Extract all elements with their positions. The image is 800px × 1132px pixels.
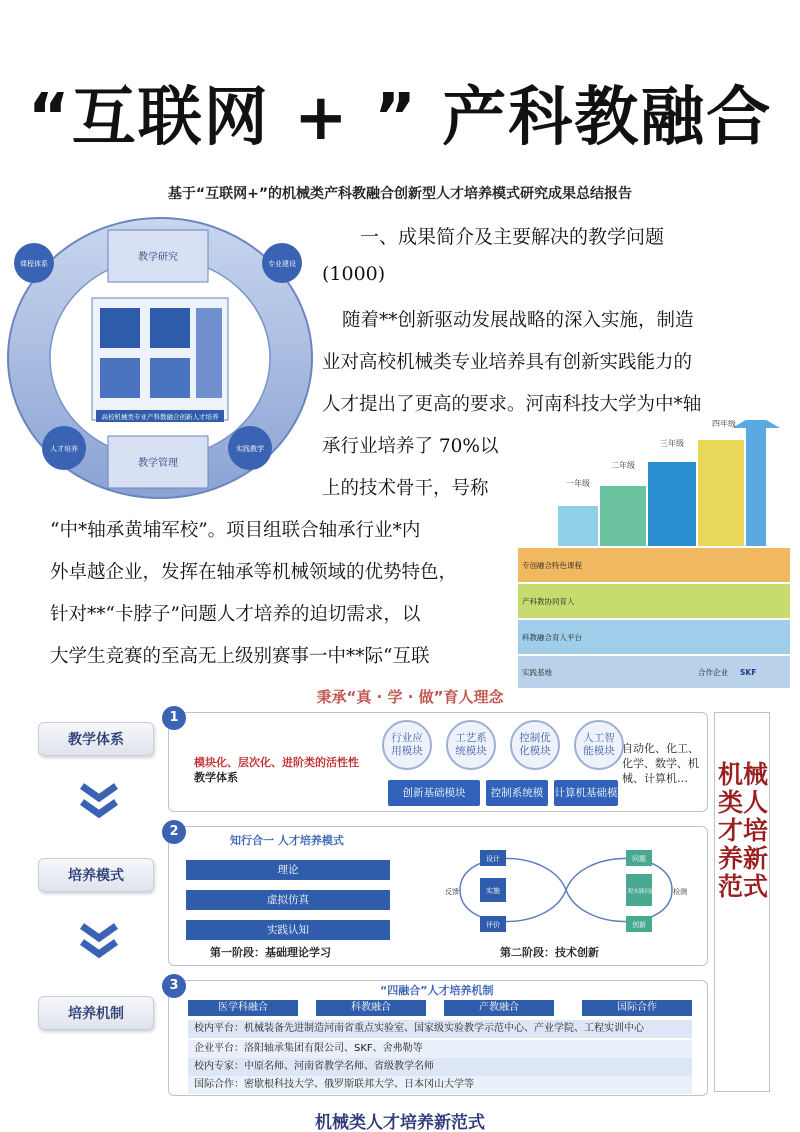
top-label: 教学研究 <box>138 252 178 263</box>
report-subtitle: 基于“互联网+”的机械类产科教融合创新型人才培养模式研究成果总结报告 <box>167 186 633 202</box>
left-node-label: 人才培养 <box>50 445 78 453</box>
year-label: 一年级 <box>566 479 590 488</box>
module-bubble: 行业应用模块 <box>382 720 432 770</box>
stage-bar: 理论 <box>186 860 390 880</box>
loop-node: 实施 <box>486 887 500 895</box>
stage-two-label: 第二阶段：技术创新 <box>500 946 599 959</box>
step-number: 2 <box>162 820 186 844</box>
step-number: 1 <box>162 706 186 730</box>
mechanism-row: 校内平台：机械装备先进制造河南省重点实验室、国家级实验教学示范中心、产业学院、工程实训中心 <box>188 1020 692 1038</box>
module-button: 控制系统模块 <box>486 780 548 806</box>
mechanism-header: 国际合作 <box>582 1000 692 1016</box>
center-banner: 高校机械类专业产科教融合创新人才培养 <box>101 413 219 421</box>
section-heading: 一、成果简介及主要解决的教学问题 <box>360 226 665 248</box>
side-title-box <box>714 712 770 1092</box>
page-title: “互联网 + ” 产科教融合 <box>27 81 773 155</box>
tab-training-mode: 培养模式 <box>38 858 154 892</box>
chevron-down-icon <box>78 922 120 962</box>
row-label: 产科教协同育人 <box>522 597 575 606</box>
year-label: 三年级 <box>660 439 684 448</box>
partner-logo: SKF <box>740 668 757 677</box>
module-bubble: 人工智能模块 <box>574 720 624 770</box>
upper-right-node-label: 专业建设 <box>268 260 296 268</box>
loop-node: 工程实践问题 <box>622 889 656 895</box>
paragraph-line: 针对**“卡脖子”问题人才培养的迫切需求，以 <box>50 604 421 625</box>
staircase-diagram <box>518 420 800 690</box>
paragraph-line: 业对高校机械类专业培养具有创新实践能力的 <box>322 352 693 373</box>
loop-node: 评价 <box>486 921 500 929</box>
bottom-label: 教学管理 <box>138 458 178 469</box>
paragraph-line: 承行业培养了 70%以 <box>322 436 499 457</box>
loop-node: 检测 <box>673 888 687 896</box>
tab-teaching-system: 教学体系 <box>38 722 154 756</box>
row-label: 科教融合育人平台 <box>522 633 582 642</box>
center-block <box>196 308 222 398</box>
tab-training-mechanism: 培养机制 <box>38 996 154 1030</box>
step-number: 3 <box>162 974 186 998</box>
paragraph-line: 大学生竞赛的至高无上级别赛事一中**际“互联 <box>50 646 430 667</box>
step-1 <box>558 506 598 546</box>
partner-label: 合作企业 <box>698 668 728 677</box>
stage-one-label: 第一阶段：基础理论学习 <box>210 946 331 959</box>
side-title: 机械类人才培养新范式 <box>717 760 768 901</box>
panel-title: “四融合”人才培养机制 <box>380 984 494 997</box>
loop-node: 问题 <box>632 855 646 863</box>
module-bubble: 工艺系统模块 <box>446 720 496 770</box>
banner: 秉承“真 · 学 · 做”育人理念 <box>316 688 504 706</box>
innovation-loop <box>440 838 692 942</box>
upper-left-node-label: 课程体系 <box>20 260 48 268</box>
paragraph-line: 外卓越企业，发挥在轴承等机械领域的优势特色， <box>50 562 458 583</box>
circular-diagram <box>0 208 318 506</box>
disciplines-text: 自动化、化工、化学、数学、机械、计算机… <box>622 742 699 785</box>
paragraph-line: 随着**创新驱动发展战略的深入实施，制造 <box>342 310 694 331</box>
step-3 <box>648 462 696 546</box>
red-highlight: 模块化、层次化、进阶类的活性性 教学体系 <box>194 756 359 784</box>
step-4 <box>698 440 744 546</box>
center-block <box>150 308 190 348</box>
stage-bar: 虚拟仿真 <box>186 890 390 910</box>
year-label: 二年级 <box>611 461 635 470</box>
panel-title: 知行合一 人才培养模式 <box>230 834 344 847</box>
row-label: 专创融合特色课程 <box>522 561 582 570</box>
loop-node: 反馈 <box>445 888 459 896</box>
module-button: 创新基础模块 <box>388 780 480 806</box>
word-count: (1000) <box>322 263 386 285</box>
row-label: 实践基地 <box>522 668 552 677</box>
loop-node: 设计 <box>486 855 500 863</box>
step-2 <box>600 486 646 546</box>
chevron-down-icon <box>78 782 120 822</box>
module-bubble: 控制优化模块 <box>510 720 560 770</box>
mechanism-header: 科教融合 <box>316 1000 426 1016</box>
paragraph-line: 人才提出了更高的要求。河南科技大学为中*轴 <box>322 394 702 415</box>
paragraph-line: 上的技术骨干，号称 <box>322 478 489 499</box>
mechanism-header: 医学科融合 <box>188 1000 298 1016</box>
center-block <box>150 358 190 398</box>
mechanism-header: 产教融合 <box>444 1000 554 1016</box>
mechanism-row: 校内专家：中原名师、河南省教学名师、省级教学名师 <box>188 1058 692 1076</box>
paragraph-line: “中*轴承黄埔军校”。项目组联合轴承行业*内 <box>50 520 421 541</box>
year-label: 四年级 <box>712 420 736 428</box>
figure-caption: 机械类人才培养新范式 <box>315 1113 485 1132</box>
loop-node: 创新 <box>632 921 646 929</box>
mechanism-row: 国际合作：密歇根科技大学、俄罗斯联邦大学、日本冈山大学等 <box>188 1076 692 1094</box>
right-node-label: 实践教学 <box>236 445 264 453</box>
center-block <box>100 308 140 348</box>
mechanism-row: 企业平台：洛阳轴承集团有限公司、SKF、舍弗勒等 <box>188 1040 692 1058</box>
stage-bar: 实践认知 <box>186 920 390 940</box>
module-button: 计算机基础模块 <box>554 780 618 806</box>
center-block <box>100 358 140 398</box>
